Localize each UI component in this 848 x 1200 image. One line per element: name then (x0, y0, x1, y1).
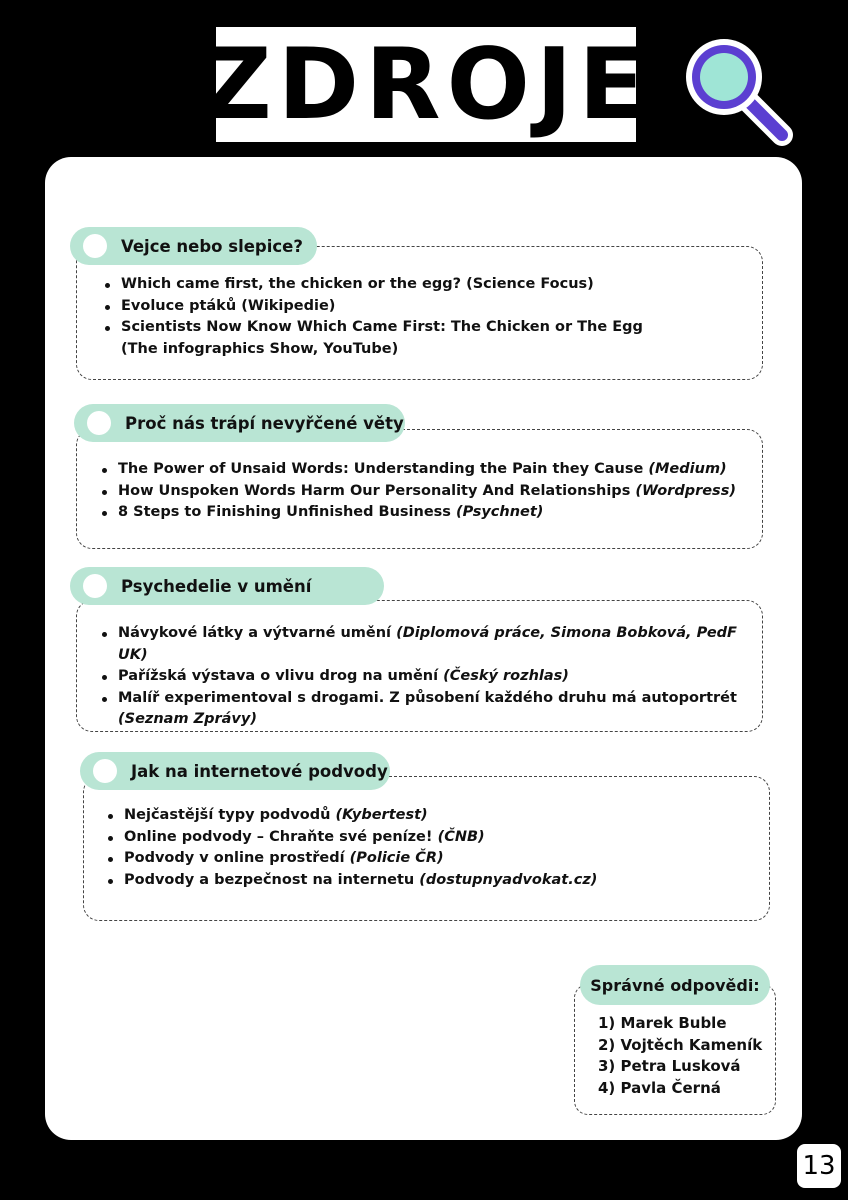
source-list (101, 274, 671, 360)
section-heading-pill (80, 752, 390, 790)
sources-card (45, 157, 802, 1140)
list-item: Podvody a bezpečnost na internetu (dostupnyadvokat.cz) (104, 870, 744, 892)
answers-heading: Správné odpovědi: (580, 965, 770, 1005)
section-heading-pill (70, 227, 317, 265)
list-item: Malíř experimentoval s drogami. Z působení každého druhu má autoportrét (Seznam Zprávy) (98, 688, 753, 731)
circle-bullet-icon (93, 759, 117, 783)
circle-bullet-icon (87, 411, 111, 435)
source-list (98, 459, 748, 524)
list-item: Podvody v online prostředí (Policie ČR) (104, 848, 744, 870)
section-heading-pill (74, 404, 405, 442)
list-item: The Power of Unsaid Words: Understanding the Pain they Cause (Medium) (98, 459, 748, 481)
section-heading: Jak na internetové podvody (131, 761, 388, 781)
list-item: 8 Steps to Finishing Unfinished Business (Psychnet) (98, 502, 748, 524)
circle-bullet-icon (83, 574, 107, 598)
answer-item: 1) Marek Buble (598, 1014, 727, 1032)
list-item: Which came first, the chicken or the egg? (Science Focus) (101, 274, 671, 296)
list-item: How Unspoken Words Harm Our Personality And Relationships (Wordpress) (98, 481, 748, 503)
section-heading: Psychedelie v umění (121, 576, 312, 596)
page-title: ZDROJE (200, 27, 652, 142)
list-item: Scientists Now Know Which Came First: The Chicken or The Egg (The infographics Show, YouTube) (101, 317, 671, 360)
list-item: Evoluce ptáků (Wikipedie) (101, 296, 671, 318)
answer-item: 3) Petra Lusková (598, 1057, 741, 1075)
page-number: 13 (797, 1144, 841, 1188)
section-heading: Proč nás trápí nevyřčené věty (125, 413, 404, 433)
answer-item: 4) Pavla Černá (598, 1078, 721, 1097)
list-item: Návykové látky a výtvarné umění (Diplomová práce, Simona Bobková, PedF UK) (98, 623, 753, 666)
source-list (98, 623, 753, 731)
section-heading: Vejce nebo slepice? (121, 236, 303, 256)
list-item: Pařížská výstava o vlivu drog na umění (Český rozhlas) (98, 666, 753, 688)
list-item: Nejčastější typy podvodů (Kybertest) (104, 805, 744, 827)
answer-item: 2) Vojtěch Kameník (598, 1035, 763, 1054)
section-heading-pill (70, 567, 384, 605)
answers-list (598, 1013, 762, 1099)
source-list (104, 805, 744, 891)
title-box (200, 27, 652, 142)
circle-bullet-icon (83, 234, 107, 258)
magnifier-icon (682, 35, 794, 147)
list-item: Online podvody – Chraňte své peníze! (ČNB) (104, 827, 744, 849)
